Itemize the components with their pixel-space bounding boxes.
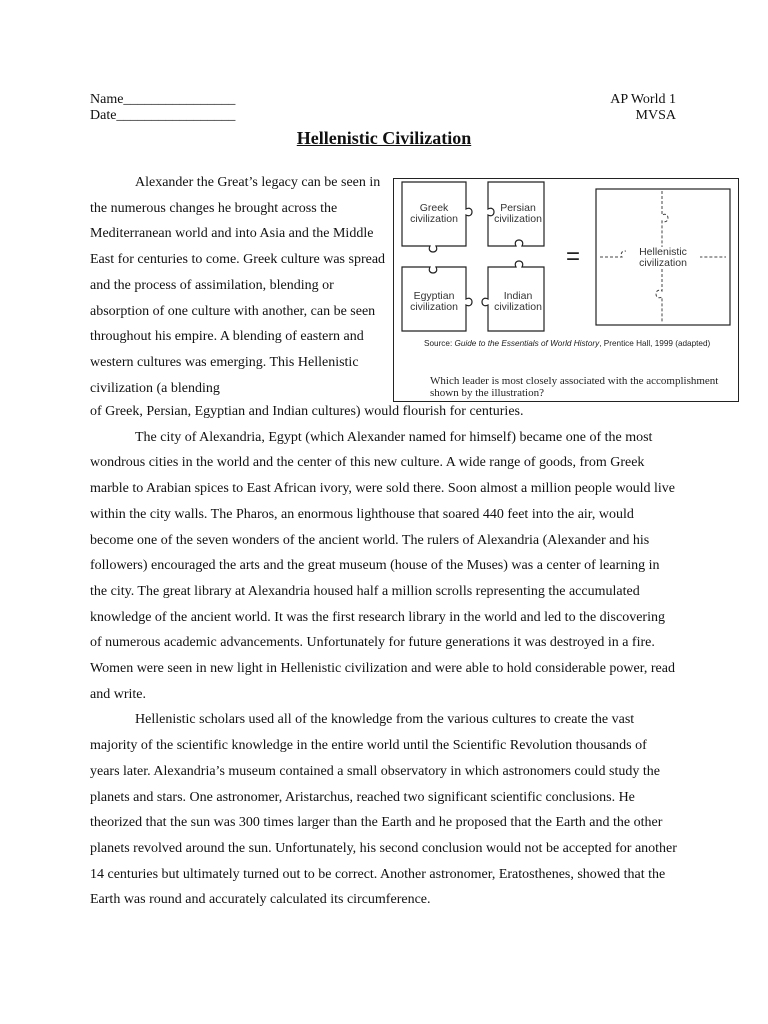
page-title: Hellenistic Civilization (296, 128, 472, 148)
date-field: Date_________________ (90, 108, 236, 123)
persian-label: Persian civilization (494, 202, 542, 225)
student-info (90, 92, 235, 124)
hellenistic-label: Hellenistic civilization (626, 247, 700, 269)
name-field: Name________________ (90, 92, 236, 107)
intro-paragraph: Alexander the Great’s legacy can be seen in the numerous changes he brought across the Mediterranean world and into Asia and the Middle East for centuries to come. Greek culture was spread and the process of assimilation, blending or absorption of one culture with another, can be seen throughout his empire. A blending of eastern and western cultures was emerging. This Hellenistic civilization (a blending (90, 175, 386, 396)
course-info (520, 92, 676, 124)
source-title: Guide to the Essentials of World History (454, 339, 600, 348)
source-prefix: Source: (424, 339, 455, 348)
puzzle-illustration (393, 178, 739, 402)
course-label: AP World 1 (610, 92, 676, 107)
intro-continued: of Greek, Persian, Egyptian and Indian cultures) would flourish for centuries. (90, 404, 524, 419)
school-label: MVSA (635, 108, 676, 123)
greek-label: Greek civilization (410, 202, 458, 225)
egyptian-label: Egyptian civilization (410, 290, 458, 313)
figure-question: Which leader is most closely associated with the accomplishment shown by the illustration? (430, 375, 719, 399)
source-suffix: , Prentice Hall, 1999 (adapted) (599, 339, 711, 348)
figure-source (424, 339, 734, 348)
body-text (90, 399, 678, 913)
alexandria-paragraph: The city of Alexandria, Egypt (which Alexander named for himself) became one of the most wondrous cities in the world and the center of this new culture. A wide range of goods, from Greek marble to Arabian spices to East African ivory, were sold there. Soon almost a million people would live within the city walls. The Pharos, an enormous lighthouse that soared 440 feet into the air, would become one of the seven wonders of the ancient world. The rulers of Alexandria (Alexander and his followers) encouraged the arts and the great museum (house of the Muses) was a center of learning in the city. The great library at Alexandria housed half a million scrolls representing the accumulated knowledge of the ancient world. It was the first research library in the world and led to the discovering of numerous academic advancements. Unfortunately for future generations it was destroyed in a fire. Women were seen in new light in Hellenistic civilization and were able to hold considerable power, read and write. (90, 429, 676, 702)
indian-label: Indian civilization (494, 290, 542, 313)
equals-sign: = (566, 243, 581, 270)
scholars-paragraph: Hellenistic scholars used all of the knowledge from the various cultures to create the vast majority of the scientific knowledge in the entire world until the Scientific Revolution thousands of years later. Alexandria’s museum contained a small observatory in which astronomers could study the planets and stars. One astronomer, Aristarchus, reached two significant scientific conclusions. He theorized that the sun was 300 times larger than the Earth and he proposed that the Earth and the other planets revolved around the sun. Unfortunately, his second conclusion would not be accepted for another 14 centuries but ultimately turned out to be correct. Another astronomer, Eratosthenes, showed that the Earth was round and accurately calculated its circumference. (90, 712, 677, 908)
